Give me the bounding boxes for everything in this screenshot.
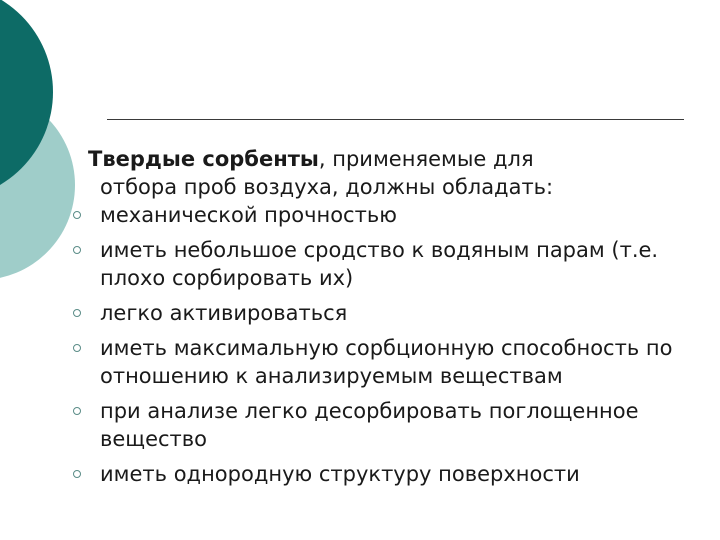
list-item: [72, 460, 712, 488]
hollow-circle-icon: [73, 344, 81, 352]
hollow-circle-icon: [73, 246, 81, 254]
intro-paragraph: [88, 145, 712, 201]
bullet-list: [72, 201, 712, 488]
hollow-circle-icon: [73, 309, 81, 317]
list-item-text: механической прочностью: [100, 203, 397, 227]
hollow-circle-icon: [73, 470, 81, 478]
list-item-text: иметь однородную структуру поверхности: [100, 462, 580, 486]
hollow-circle-icon: [73, 407, 81, 415]
list-item: [72, 334, 712, 390]
intro-rest-text: , применяемые для: [318, 147, 534, 171]
title-divider: [107, 119, 684, 120]
list-item: [72, 201, 712, 229]
list-item-text: легко активироваться: [100, 301, 348, 325]
body-text: [72, 145, 712, 495]
hollow-circle-icon: [73, 211, 81, 219]
list-item-text: иметь небольшое сродство к водяным парам (т.е. плохо сорбировать их): [100, 238, 659, 290]
intro-bold-text: Твердые сорбенты: [88, 147, 319, 171]
intro-continuation: отбора проб воздуха, должны обладать:: [100, 175, 554, 199]
list-item: [72, 236, 712, 292]
list-item-text: при анализе легко десорбировать поглощенное вещество: [100, 399, 639, 451]
list-item: [72, 299, 712, 327]
list-item: [72, 397, 712, 453]
list-item-text: иметь максимальную сорбционную способность по отношению к анализируемым веществам: [100, 336, 673, 388]
